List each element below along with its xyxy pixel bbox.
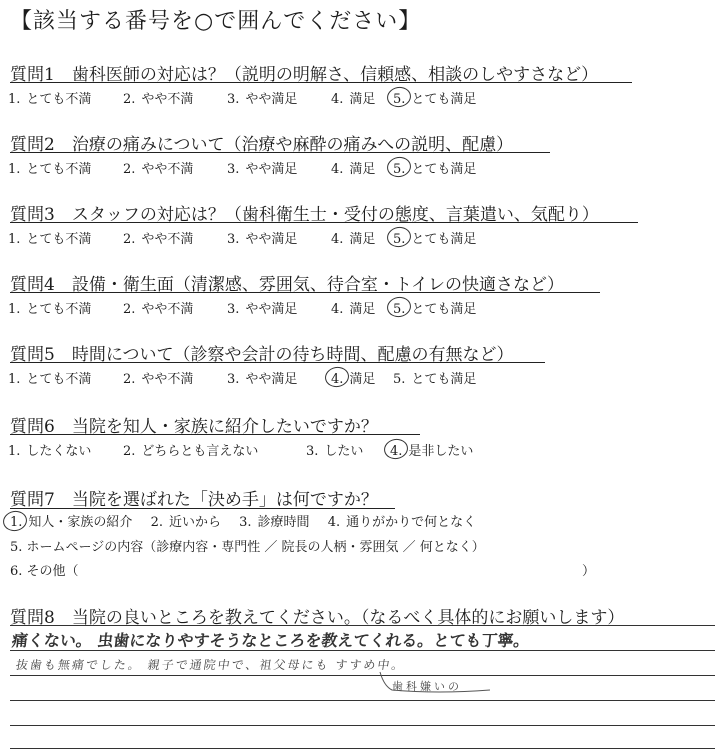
q2-option-3[interactable]: 3. やや満足 — [227, 162, 298, 177]
question-7-underline — [10, 508, 395, 509]
q7-option-4[interactable]: 4. 通りがかりで何となく — [327, 515, 477, 530]
q5-option-3[interactable]: 3. やや満足 — [227, 372, 298, 387]
question-5-underline — [10, 362, 545, 363]
answer-rule-5 — [10, 725, 715, 726]
q4-option-2[interactable]: 2. やや不満 — [123, 302, 194, 317]
q1-option-1[interactable]: 1. とても不満 — [8, 92, 92, 107]
q3-option-4[interactable]: 4. 満足 — [331, 232, 376, 247]
answer-rule-3 — [10, 675, 715, 676]
answer-rule-6 — [10, 748, 715, 749]
answer-rule-4 — [10, 700, 715, 701]
q5-option-2[interactable]: 2. やや不満 — [123, 372, 194, 387]
q3-option-2[interactable]: 2. やや不満 — [123, 232, 194, 247]
q1-option-3[interactable]: 3. やや満足 — [227, 92, 298, 107]
question-7-options-row1 — [10, 511, 490, 530]
page-title: 【該当する番号を○で囲んでください】 — [10, 9, 422, 34]
question-8-title: 質問8 当院の良いところを教えてください。（なるべく具体的にお願いします） — [10, 608, 625, 628]
q2-option-5[interactable]: 5. とても満足 — [393, 162, 477, 177]
q4-option-3[interactable]: 3. やや満足 — [227, 302, 298, 317]
q8-handwritten-insert: 歯科嫌いの — [392, 680, 462, 693]
question-2-title: 質問2 治療の痛みについて（治療や麻酔の痛みへの説明、配慮） — [10, 135, 514, 155]
q4-option-4[interactable]: 4. 満足 — [331, 302, 376, 317]
q5-option-1[interactable]: 1. とても不満 — [8, 372, 92, 387]
question-4-title: 質問4 設備・衛生面（清潔感、雰囲気、待合室・トイレの快適さなど） — [10, 275, 564, 295]
q2-option-4[interactable]: 4. 満足 — [331, 162, 376, 177]
q6-option-2[interactable]: 2. どちらとも言えない — [123, 444, 259, 459]
q7-option-1[interactable]: 1. 知人・家族の紹介 — [10, 515, 133, 530]
question-5-title: 質問5 時間について（診察や会計の待ち時間、配慮の有無など） — [10, 345, 514, 365]
q4-option-5[interactable]: 5. とても満足 — [393, 302, 477, 317]
q8-handwritten-answer-1: 痛くない。 虫歯になりやすそうなところを教えてくれる。とても丁寧。 — [10, 631, 531, 650]
question-7-other-close: ） — [582, 564, 596, 579]
question-6-title: 質問6 当院を知人・家族に紹介したいですか？ — [10, 417, 378, 437]
q1-option-5[interactable]: 5. とても満足 — [393, 92, 477, 107]
question-2-underline — [10, 152, 550, 153]
q7-option-3[interactable]: 3. 診療時間 — [239, 515, 310, 530]
answer-rule-1 — [10, 625, 715, 626]
question-7-options-row2[interactable]: 5. ホームページの内容（診療内容・専門性 ／ 院長の人柄・雰囲気 ／ 何となく） — [10, 540, 485, 555]
q4-option-1[interactable]: 1. とても不満 — [8, 302, 92, 317]
q7-option-2[interactable]: 2. 近いから — [150, 515, 221, 530]
question-3-title: 質問3 スタッフの対応は？（歯科衛生士・受付の態度、言葉遣い、気配り） — [10, 205, 599, 225]
question-4-underline — [10, 292, 600, 293]
question-7-other-label[interactable]: 6. その他（ — [10, 564, 79, 579]
q3-option-5[interactable]: 5. とても満足 — [393, 232, 477, 247]
question-7-title: 質問7 当院を選ばれた「決め手」は何ですか？ — [10, 490, 378, 510]
question-1-title: 質問1 歯科医師の対応は？（説明の明解さ、信頼感、相談のしやすさなど） — [10, 65, 599, 85]
q1-option-2[interactable]: 2. やや不満 — [123, 92, 194, 107]
question-6-underline — [10, 434, 420, 435]
q6-option-1[interactable]: 1. したくない — [8, 444, 92, 459]
q5-option-5[interactable]: 5. とても満足 — [393, 372, 477, 387]
q2-option-1[interactable]: 1. とても不満 — [8, 162, 92, 177]
q8-handwritten-answer-2: 抜歯も無痛でした。 親子で通院中で、祖父母にも すすめ中。 — [14, 658, 407, 672]
q5-option-4[interactable]: 4. 満足 — [331, 372, 376, 387]
q2-option-2[interactable]: 2. やや不満 — [123, 162, 194, 177]
q1-option-4[interactable]: 4. 満足 — [331, 92, 376, 107]
q6-option-4[interactable]: 4. 是非したい — [390, 444, 474, 459]
question-3-underline — [10, 222, 638, 223]
q8-insert-caret — [378, 668, 498, 696]
q3-option-1[interactable]: 1. とても不満 — [8, 232, 92, 247]
question-1-underline — [10, 82, 632, 83]
q3-option-3[interactable]: 3. やや満足 — [227, 232, 298, 247]
q6-option-3[interactable]: 3. したい — [306, 444, 364, 459]
